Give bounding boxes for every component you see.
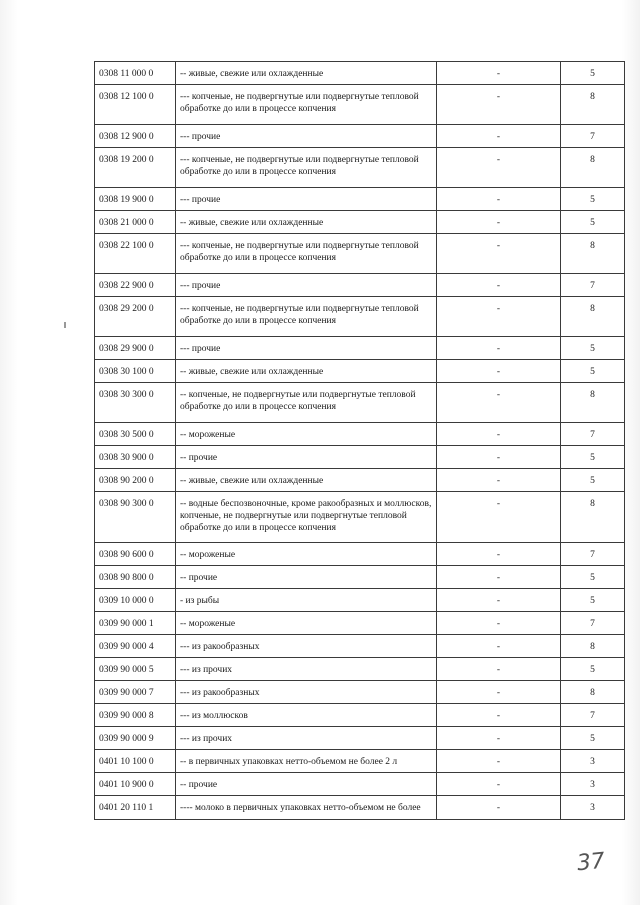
tariff-table	[94, 61, 625, 820]
description-cell: --- из ракообразных	[176, 681, 437, 704]
mark-cell: -	[437, 211, 561, 234]
tariff-code-cell: 0308 30 100 0	[95, 360, 176, 383]
table-row	[95, 62, 625, 85]
description-cell: --- прочие	[176, 337, 437, 360]
table-row	[95, 492, 625, 543]
table-row	[95, 773, 625, 796]
table-row	[95, 234, 625, 274]
mark-cell: -	[437, 773, 561, 796]
tariff-code-cell: 0401 10 100 0	[95, 750, 176, 773]
description-cell: -- живые, свежие или охлажденные	[176, 360, 437, 383]
table-row	[95, 750, 625, 773]
table-row	[95, 658, 625, 681]
mark-cell: -	[437, 543, 561, 566]
tariff-code-cell: 0308 90 300 0	[95, 492, 176, 543]
mark-cell: -	[437, 750, 561, 773]
rate-cell: 7	[561, 125, 625, 148]
table-row	[95, 635, 625, 658]
rate-cell: 8	[561, 297, 625, 337]
tariff-code-cell: 0308 30 500 0	[95, 423, 176, 446]
description-cell: --- из ракообразных	[176, 635, 437, 658]
description-cell: --- копченые, не подвергнутые или подвергнутые тепловой обработке до или в процессе копчения	[176, 148, 437, 188]
tariff-code-cell: 0401 20 110 1	[95, 796, 176, 820]
rate-cell: 5	[561, 188, 625, 211]
rate-cell: 5	[561, 589, 625, 612]
tariff-code-cell: 0309 90 000 7	[95, 681, 176, 704]
description-cell: -- прочие	[176, 566, 437, 589]
mark-cell: -	[437, 297, 561, 337]
description-cell: --- из прочих	[176, 727, 437, 750]
description-cell: -- в первичных упаковках нетто-объемом не более 2 л	[176, 750, 437, 773]
tariff-code-cell: 0308 30 900 0	[95, 446, 176, 469]
table-row	[95, 383, 625, 423]
tariff-code-cell: 0308 19 200 0	[95, 148, 176, 188]
table-row	[95, 274, 625, 297]
tariff-code-cell: 0308 12 900 0	[95, 125, 176, 148]
tariff-code-cell: 0309 90 000 4	[95, 635, 176, 658]
tariff-code-cell: 0308 22 900 0	[95, 274, 176, 297]
mark-cell: -	[437, 62, 561, 85]
table-row	[95, 681, 625, 704]
description-cell: -- живые, свежие или охлажденные	[176, 62, 437, 85]
description-cell: -- прочие	[176, 773, 437, 796]
rate-cell: 7	[561, 612, 625, 635]
description-cell: --- прочие	[176, 125, 437, 148]
mark-cell: -	[437, 337, 561, 360]
mark-cell: -	[437, 589, 561, 612]
mark-cell: -	[437, 469, 561, 492]
table-row	[95, 125, 625, 148]
rate-cell: 5	[561, 337, 625, 360]
table-row	[95, 297, 625, 337]
tariff-code-cell: 0309 10 000 0	[95, 589, 176, 612]
table-row	[95, 566, 625, 589]
tariff-code-cell: 0401 10 900 0	[95, 773, 176, 796]
table-row	[95, 446, 625, 469]
description-cell: -- мороженые	[176, 423, 437, 446]
rate-cell: 5	[561, 62, 625, 85]
description-cell: -- живые, свежие или охлажденные	[176, 211, 437, 234]
description-cell: - из рыбы	[176, 589, 437, 612]
tariff-code-cell: 0308 30 300 0	[95, 383, 176, 423]
description-cell: ---- молоко в первичных упаковках нетто-объемом не более	[176, 796, 437, 820]
rate-cell: 7	[561, 543, 625, 566]
rate-cell: 8	[561, 148, 625, 188]
tariff-code-cell: 0309 90 000 5	[95, 658, 176, 681]
rate-cell: 8	[561, 635, 625, 658]
rate-cell: 5	[561, 360, 625, 383]
description-cell: -- мороженые	[176, 543, 437, 566]
rate-cell: 7	[561, 423, 625, 446]
description-cell: --- прочие	[176, 188, 437, 211]
table-row	[95, 704, 625, 727]
rate-cell: 5	[561, 211, 625, 234]
rate-cell: 7	[561, 274, 625, 297]
mark-cell: -	[437, 234, 561, 274]
mark-cell: -	[437, 360, 561, 383]
description-cell: -- мороженые	[176, 612, 437, 635]
mark-cell: -	[437, 566, 561, 589]
mark-cell: -	[437, 423, 561, 446]
tariff-code-cell: 0308 22 100 0	[95, 234, 176, 274]
description-cell: -- прочие	[176, 446, 437, 469]
rate-cell: 8	[561, 85, 625, 125]
mark-cell: -	[437, 704, 561, 727]
mark-cell: -	[437, 658, 561, 681]
tariff-code-cell: 0308 12 100 0	[95, 85, 176, 125]
description-cell: --- копченые, не подвергнутые или подвергнутые тепловой обработке до или в процессе копчения	[176, 85, 437, 125]
table-row	[95, 360, 625, 383]
tariff-table-body	[95, 62, 625, 820]
mark-cell: -	[437, 446, 561, 469]
table-row	[95, 543, 625, 566]
table-row	[95, 337, 625, 360]
description-cell: --- копченые, не подвергнутые или подвергнутые тепловой обработке до или в процессе копчения	[176, 234, 437, 274]
mark-cell: -	[437, 274, 561, 297]
tariff-code-cell: 0308 29 200 0	[95, 297, 176, 337]
table-row	[95, 148, 625, 188]
table-row	[95, 211, 625, 234]
tariff-code-cell: 0309 90 000 8	[95, 704, 176, 727]
mark-cell: -	[437, 796, 561, 820]
rate-cell: 5	[561, 566, 625, 589]
mark-cell: -	[437, 727, 561, 750]
mark-cell: -	[437, 492, 561, 543]
tariff-code-cell: 0308 29 900 0	[95, 337, 176, 360]
rate-cell: 3	[561, 773, 625, 796]
rate-cell: 8	[561, 383, 625, 423]
tariff-code-cell: 0309 90 000 1	[95, 612, 176, 635]
description-cell: --- из моллюсков	[176, 704, 437, 727]
rate-cell: 7	[561, 704, 625, 727]
tariff-code-cell: 0309 90 000 9	[95, 727, 176, 750]
rate-cell: 5	[561, 446, 625, 469]
rate-cell: 5	[561, 469, 625, 492]
description-cell: -- живые, свежие или охлажденные	[176, 469, 437, 492]
tariff-code-cell: 0308 90 800 0	[95, 566, 176, 589]
rate-cell: 3	[561, 796, 625, 820]
table-row	[95, 188, 625, 211]
mark-cell: -	[437, 125, 561, 148]
rate-cell: 5	[561, 658, 625, 681]
mark-cell: -	[437, 383, 561, 423]
table-row	[95, 796, 625, 820]
mark-cell: -	[437, 681, 561, 704]
tariff-code-cell: 0308 11 000 0	[95, 62, 176, 85]
rate-cell: 8	[561, 234, 625, 274]
rate-cell: 8	[561, 492, 625, 543]
page-number: 37	[575, 848, 607, 877]
table-row	[95, 423, 625, 446]
mark-cell: -	[437, 148, 561, 188]
tariff-code-cell: 0308 19 900 0	[95, 188, 176, 211]
mark-cell: -	[437, 635, 561, 658]
table-row	[95, 589, 625, 612]
mark-cell: -	[437, 188, 561, 211]
rate-cell: 8	[561, 681, 625, 704]
tariff-code-cell: 0308 90 200 0	[95, 469, 176, 492]
mark-cell: -	[437, 612, 561, 635]
table-row	[95, 727, 625, 750]
scan-speck	[64, 322, 66, 328]
description-cell: -- водные беспозвоночные, кроме ракообразных и моллюсков, копченые, не подвергнутые или подвергнутые тепловой обработке до или в процессе копчения	[176, 492, 437, 543]
mark-cell: -	[437, 85, 561, 125]
description-cell: --- копченые, не подвергнутые или подвергнутые тепловой обработке до или в процессе копчения	[176, 297, 437, 337]
tariff-code-cell: 0308 90 600 0	[95, 543, 176, 566]
table-row	[95, 612, 625, 635]
table-row	[95, 469, 625, 492]
rate-cell: 5	[561, 727, 625, 750]
description-cell: --- из прочих	[176, 658, 437, 681]
rate-cell: 3	[561, 750, 625, 773]
table-row	[95, 85, 625, 125]
description-cell: --- прочие	[176, 274, 437, 297]
tariff-code-cell: 0308 21 000 0	[95, 211, 176, 234]
description-cell: -- копченые, не подвергнутые или подвергнутые тепловой обработке до или в процессе копчения	[176, 383, 437, 423]
